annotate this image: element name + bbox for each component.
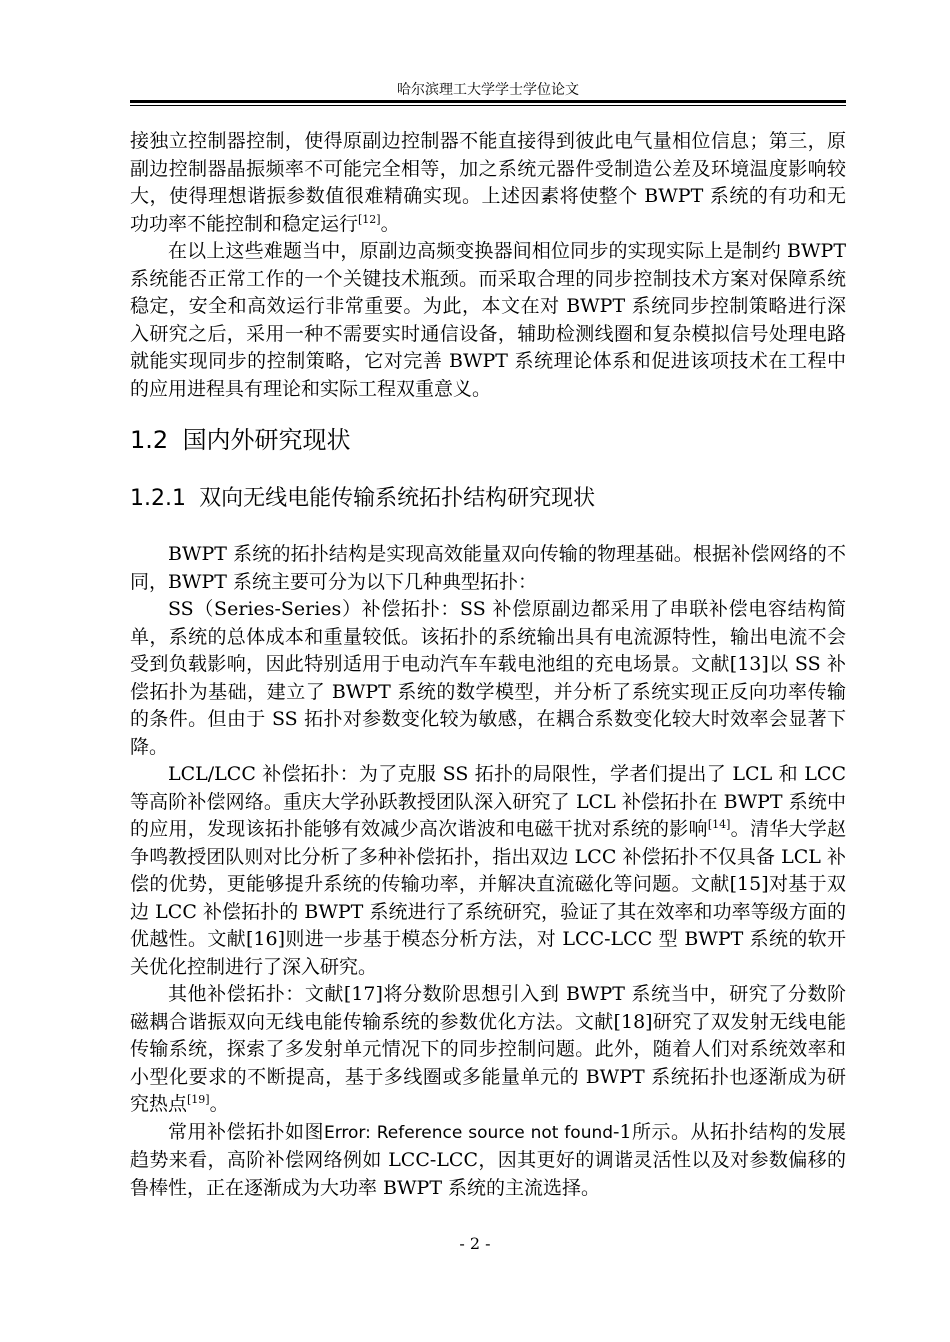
section-heading-1-2-1 — [130, 484, 846, 514]
section-heading-1-2 — [130, 424, 846, 456]
citation: [19] — [187, 1093, 210, 1106]
running-header: 哈尔滨理工大学学士学位论文 — [397, 82, 579, 98]
paragraph-continued — [130, 128, 846, 238]
paragraph-text: 。 — [380, 212, 400, 235]
paragraph-figure-reference — [130, 1119, 846, 1203]
paragraph-lcl-lcc-topology — [130, 761, 846, 981]
paragraph-text: 常用补偿拓扑如图 — [168, 1120, 324, 1143]
paragraph-significance: 在以上这些难题当中，原副边高频变换器间相位同步的实现实际上是制约 BWPT 系统能否正常工作的一个关键技术瓶颈。而采取合理的同步控制技术方案对保障系统稳定，安全和高效运行非常重要。为此，本文在对 BWPT 系统同步控制策略进行深入研究之后，采用一种不需要实时通信设备，辅助检测线圈和复杂模拟信号处理电路就能实现同步的控制策略，它对完善 BWPT 系统理论体系和促进该项技术在工程中的应用进程具有理论和实际工程双重意义。 — [130, 240, 846, 400]
section-title: 国内外研究现状 — [182, 426, 351, 454]
header-rule — [130, 100, 846, 106]
page-number: - 2 - — [459, 1234, 491, 1253]
paragraph-topology-intro: BWPT 系统的拓扑结构是实现高效能量双向传输的物理基础。根据补偿网络的不同，BWPT 系统主要可分为以下几种典型拓扑： — [130, 543, 846, 593]
page-body — [130, 128, 846, 1202]
paragraph-text: 。清华大学赵争鸣教授团队则对比分析了多种补偿拓扑，指出双边 LCC 补偿拓扑不仅具备 LCL 补偿的优势，更能够提升系统的传输功率，并解决直流磁化等问题。文献[15]对基于双边 LCC 补偿拓扑的 BWPT 系统进行了系统研究，验证了其在效率和功率等级方面的优越性。文献[16]则进一步基于模态分析方法，对 LCC-LCC 型 BWPT 系统的软开关优化控制进行了深入研究。 — [130, 818, 846, 978]
paragraph-text: 接独立控制器控制，使得原副边控制器不能直接得到彼此电气量相位信息；第三，原副边控制器晶振频率不可能完全相等，加之系统元器件受制造公差及环境温度影响较大，使得理想谐振参数值很难精确实现。上述因素将使整个 BWPT 系统的有功和无功功率不能控制和稳定运行 — [130, 130, 846, 235]
citation: [14] — [707, 818, 731, 831]
paragraph-text: 。 — [209, 1093, 229, 1115]
broken-reference: Error: Reference source not found — [323, 1122, 614, 1143]
paragraph-text: LCL/LCC 补偿拓扑：为了克服 SS 拓扑的局限性，学者们提出了 LCL 和 LCC 等高阶补偿网络。重庆大学孙跃教授团队深入研究了 LCL 补偿拓扑在 BWPT 系统中的应用，发现该拓扑能够有效减少高次谐波和电磁干扰对系统的影响 — [130, 763, 846, 840]
paragraph-text: -1所示。从拓扑结构的发展趋势来看，高阶补偿网络例如 LCC-LCC，因其更好的调谐灵活性以及对参数偏移的鲁棒性，正在逐渐成为大功率 BWPT 系统的主流选择。 — [130, 1120, 846, 1199]
paragraph-text: 其他补偿拓扑：文献[17]将分数阶思想引入到 BWPT 系统当中，研究了分数阶磁耦合谐振双向无线电能传输系统的参数优化方法。文献[18]研究了双发射无线电能传输系统，探索了多发射单元情况下的同步控制问题。此外，随着人们对系统效率和小型化要求的不断提高，基于多线圈或多能量单元的 BWPT 系统拓扑也逐渐成为研究热点 — [130, 983, 846, 1115]
section-number: 1.2 — [130, 426, 169, 454]
paragraph-ss-topology: SS（Series-Series）补偿拓扑：SS 补偿原副边都采用了串联补偿电容结构简单，系统的总体成本和重量较低。该拓扑的系统输出具有电流源特性，输出电流不会受到负载影响，因此特别适用于电动汽车车载电池组的充电场景。文献[13]以 SS 补偿拓扑为基础，建立了 BWPT 系统的数学模型，并分析了系统实现正反向功率传输的条件。但由于 SS 拓扑对参数变化较为敏感，在耦合系数变化较大时效率会显著下降。 — [130, 598, 846, 758]
section-number: 1.2.1 — [130, 486, 186, 511]
citation: [12] — [358, 212, 381, 226]
section-title: 双向无线电能传输系统拓扑结构研究现状 — [199, 486, 596, 511]
paragraph-other-topology — [130, 981, 846, 1119]
